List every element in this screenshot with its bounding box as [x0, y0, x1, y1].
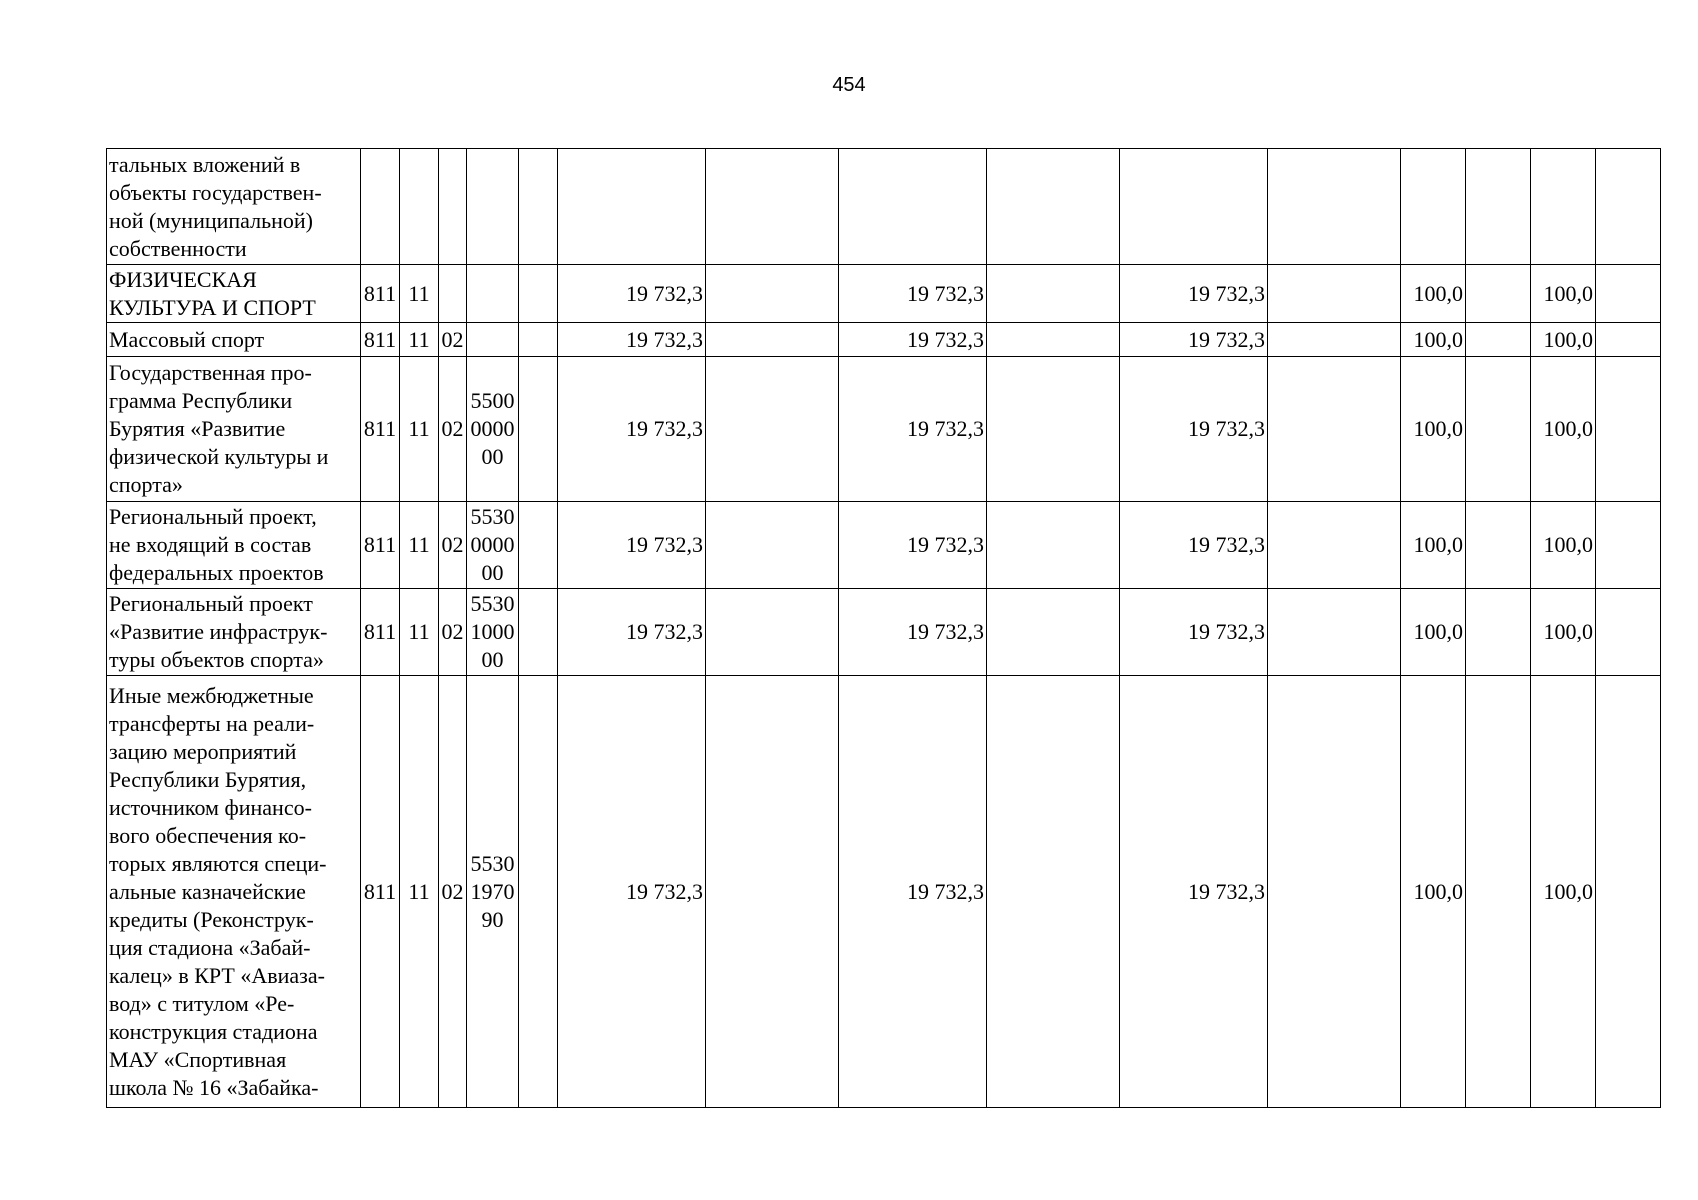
table-row	[107, 149, 1661, 265]
expense-type-cell	[519, 357, 558, 502]
target-article-cell: 5530 1970 90	[467, 676, 519, 1108]
row-name-cell: Массовый спорт	[107, 323, 361, 357]
empty-cell	[1466, 265, 1531, 323]
empty-cell	[987, 589, 1120, 676]
percent-1-cell: 100,0	[1401, 502, 1466, 589]
empty-cell	[1466, 149, 1531, 265]
subsection-cell: 02	[439, 357, 467, 502]
empty-cell	[1466, 502, 1531, 589]
empty-cell	[1596, 676, 1661, 1108]
target-article-cell: 5530 0000 00	[467, 502, 519, 589]
percent-1-cell: 100,0	[1401, 265, 1466, 323]
empty-cell	[1596, 323, 1661, 357]
empty-cell	[1268, 589, 1401, 676]
percent-1-cell	[1401, 149, 1466, 265]
grbs-cell: 811	[361, 502, 400, 589]
percent-1-cell: 100,0	[1401, 323, 1466, 357]
empty-cell	[706, 502, 839, 589]
section-cell: 11	[400, 676, 439, 1108]
amount-2-cell: 19 732,3	[839, 265, 987, 323]
percent-2-cell: 100,0	[1531, 589, 1596, 676]
expense-type-cell	[519, 323, 558, 357]
amount-3-cell: 19 732,3	[1120, 357, 1268, 502]
percent-1-cell: 100,0	[1401, 589, 1466, 676]
subsection-cell	[439, 149, 467, 265]
section-cell: 11	[400, 323, 439, 357]
empty-cell	[987, 323, 1120, 357]
amount-3-cell: 19 732,3	[1120, 502, 1268, 589]
amount-3-cell	[1120, 149, 1268, 265]
amount-1-cell: 19 732,3	[558, 502, 706, 589]
table-row	[107, 323, 1661, 357]
amount-3-cell: 19 732,3	[1120, 265, 1268, 323]
amount-3-cell: 19 732,3	[1120, 589, 1268, 676]
empty-cell	[987, 676, 1120, 1108]
section-cell: 11	[400, 502, 439, 589]
empty-cell	[1268, 357, 1401, 502]
percent-2-cell: 100,0	[1531, 502, 1596, 589]
amount-1-cell: 19 732,3	[558, 589, 706, 676]
empty-cell	[987, 502, 1120, 589]
target-article-cell: 5530 1000 00	[467, 589, 519, 676]
empty-cell	[1596, 502, 1661, 589]
empty-cell	[987, 265, 1120, 323]
amount-1-cell: 19 732,3	[558, 676, 706, 1108]
amount-2-cell: 19 732,3	[839, 502, 987, 589]
percent-1-cell: 100,0	[1401, 676, 1466, 1108]
empty-cell	[706, 676, 839, 1108]
row-name-cell: Иные межбюджетные трансферты на реали- зацию мероприятий Республики Бурятия, источником финансо- вого обеспечения ко- торых являются специ- альные казначейские кредиты (Реконструк- ция стадиона «Забай- калец» в КРТ «Авиаза- вод» с титулом «Ре- конструкция стадиона МАУ «Спортивная школа № 16 «Забайка-	[107, 676, 361, 1108]
empty-cell	[1268, 323, 1401, 357]
table-row	[107, 265, 1661, 323]
expense-type-cell	[519, 589, 558, 676]
row-name-cell: Региональный проект, не входящий в состав федеральных проектов	[107, 502, 361, 589]
grbs-cell	[361, 149, 400, 265]
table-row	[107, 676, 1661, 1108]
expense-type-cell	[519, 502, 558, 589]
percent-2-cell: 100,0	[1531, 265, 1596, 323]
expense-type-cell	[519, 149, 558, 265]
amount-2-cell: 19 732,3	[839, 676, 987, 1108]
grbs-cell: 811	[361, 589, 400, 676]
amount-3-cell: 19 732,3	[1120, 676, 1268, 1108]
empty-cell	[1596, 589, 1661, 676]
empty-cell	[1596, 357, 1661, 502]
amount-1-cell	[558, 149, 706, 265]
empty-cell	[1268, 265, 1401, 323]
target-article-cell	[467, 265, 519, 323]
empty-cell	[706, 265, 839, 323]
grbs-cell: 811	[361, 676, 400, 1108]
table-row	[107, 502, 1661, 589]
grbs-cell: 811	[361, 265, 400, 323]
subsection-cell: 02	[439, 502, 467, 589]
empty-cell	[706, 589, 839, 676]
percent-2-cell: 100,0	[1531, 357, 1596, 502]
percent-2-cell: 100,0	[1531, 676, 1596, 1108]
expense-type-cell	[519, 676, 558, 1108]
empty-cell	[1466, 589, 1531, 676]
amount-2-cell: 19 732,3	[839, 357, 987, 502]
empty-cell	[1268, 149, 1401, 265]
empty-cell	[1466, 676, 1531, 1108]
subsection-cell	[439, 265, 467, 323]
amount-1-cell: 19 732,3	[558, 357, 706, 502]
empty-cell	[1596, 149, 1661, 265]
target-article-cell	[467, 323, 519, 357]
budget-table	[106, 148, 1661, 1108]
amount-2-cell: 19 732,3	[839, 323, 987, 357]
target-article-cell: 5500 0000 00	[467, 357, 519, 502]
amount-1-cell: 19 732,3	[558, 323, 706, 357]
expense-type-cell	[519, 265, 558, 323]
grbs-cell: 811	[361, 323, 400, 357]
subsection-cell: 02	[439, 323, 467, 357]
row-name-cell: Региональный проект «Развитие инфраструк- туры объектов спорта»	[107, 589, 361, 676]
percent-2-cell: 100,0	[1531, 323, 1596, 357]
amount-1-cell: 19 732,3	[558, 265, 706, 323]
empty-cell	[1466, 323, 1531, 357]
empty-cell	[1268, 676, 1401, 1108]
amount-2-cell: 19 732,3	[839, 589, 987, 676]
table-row	[107, 357, 1661, 502]
amount-3-cell: 19 732,3	[1120, 323, 1268, 357]
row-name-cell: ФИЗИЧЕСКАЯ КУЛЬТУРА И СПОРТ	[107, 265, 361, 323]
grbs-cell: 811	[361, 357, 400, 502]
percent-2-cell	[1531, 149, 1596, 265]
subsection-cell: 02	[439, 589, 467, 676]
percent-1-cell: 100,0	[1401, 357, 1466, 502]
subsection-cell: 02	[439, 676, 467, 1108]
amount-2-cell	[839, 149, 987, 265]
empty-cell	[987, 149, 1120, 265]
empty-cell	[706, 323, 839, 357]
section-cell: 11	[400, 265, 439, 323]
row-name-cell: тальных вложений в объекты государствен- ной (муниципальной) собственности	[107, 149, 361, 265]
section-cell: 11	[400, 589, 439, 676]
row-name-cell: Государственная про- грамма Республики Бурятия «Развитие физической культуры и спорта»	[107, 357, 361, 502]
page-number: 454	[832, 74, 866, 96]
table-row	[107, 589, 1661, 676]
empty-cell	[706, 149, 839, 265]
empty-cell	[1596, 265, 1661, 323]
empty-cell	[706, 357, 839, 502]
section-cell: 11	[400, 357, 439, 502]
empty-cell	[1268, 502, 1401, 589]
section-cell	[400, 149, 439, 265]
target-article-cell	[467, 149, 519, 265]
empty-cell	[987, 357, 1120, 502]
empty-cell	[1466, 357, 1531, 502]
